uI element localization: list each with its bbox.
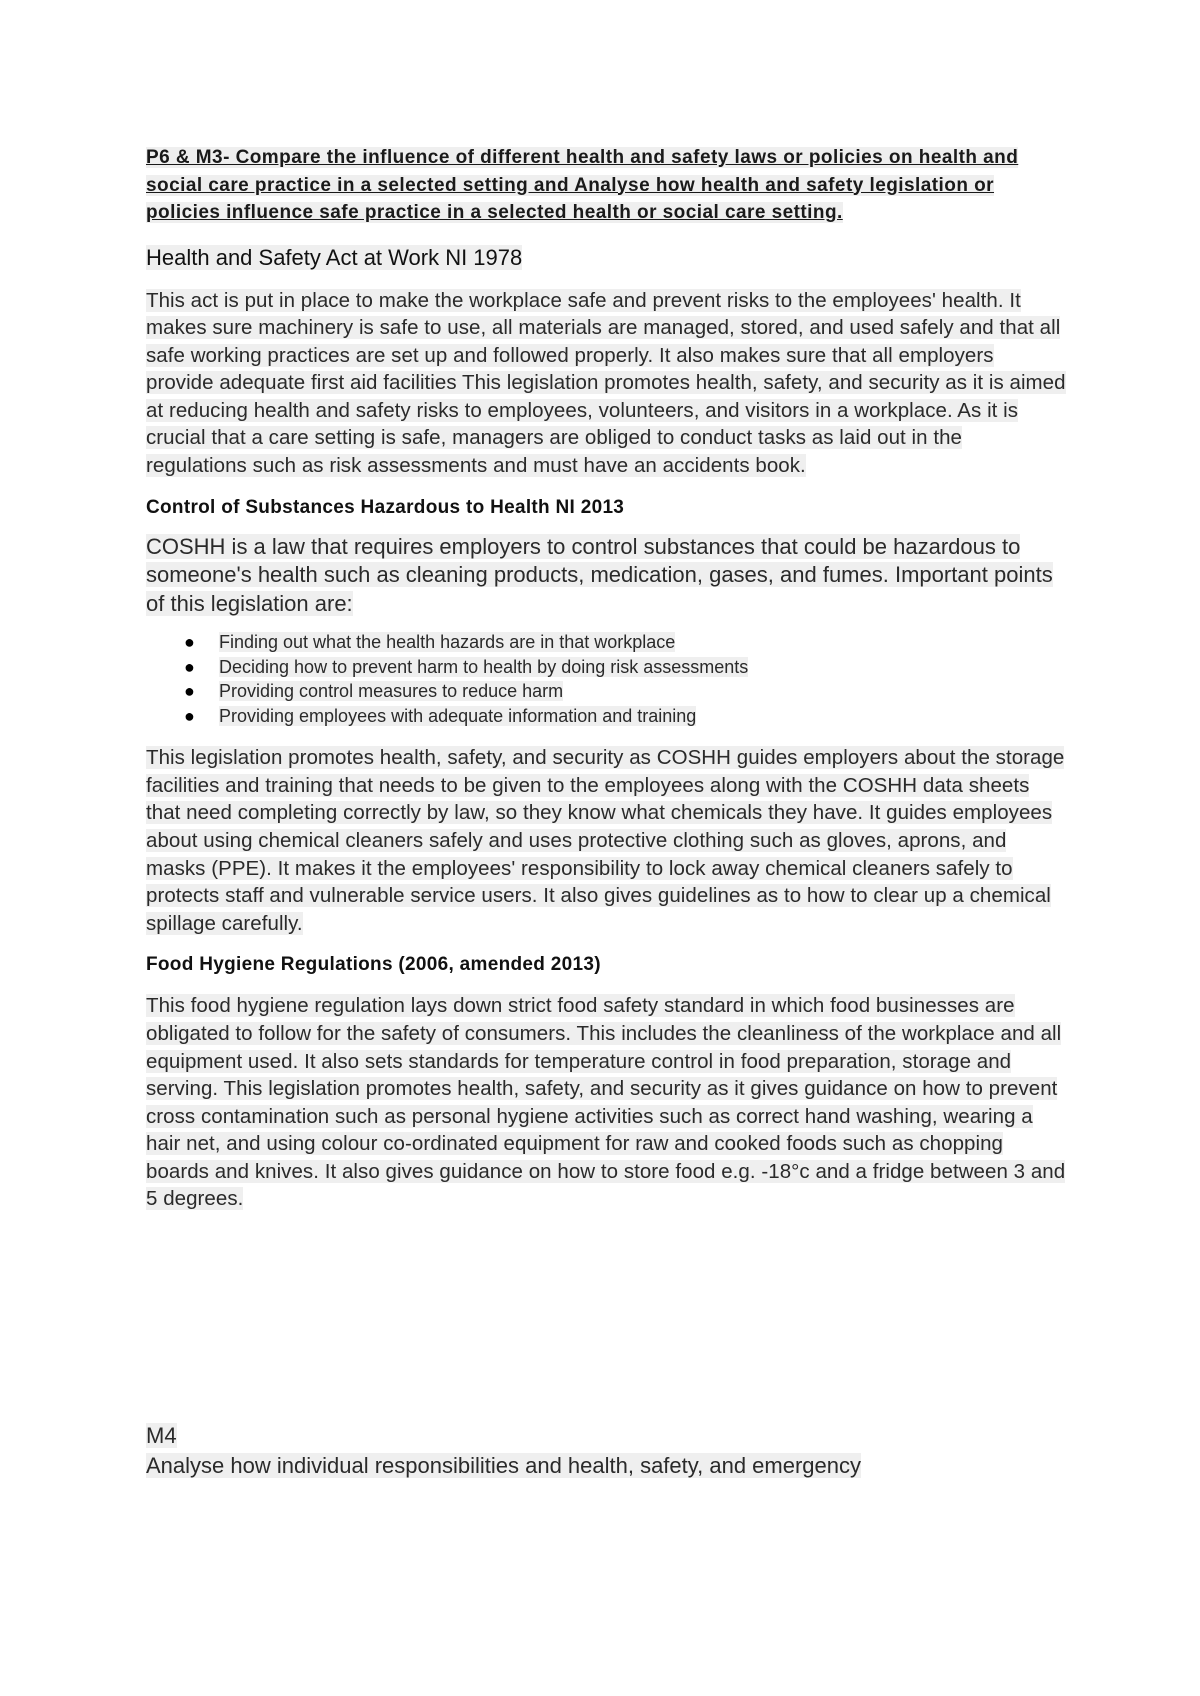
list-item: ● Providing employees with adequate information and training	[184, 705, 697, 726]
section-heading-coshh: Control of Substances Hazardous to Health NI 2013	[146, 496, 625, 518]
section-body-food-hygiene: This food hygiene regulation lays down strict food safety standard in which food businesses are obligated to follow for the safety of consumers. This includes the cleanliness of the workplace and all equipment used. It also sets standards for temperature control in food preparation, storage and serving. This legislation promotes health, safety, and security as it gives guidance on how to prevent cross contamination such as personal hygiene activities such as correct hand washing, wearing a hair net, and using colour co-ordinated equipment for raw and cooked foods such as chopping boards and knives. It also gives guidance on how to store food e.g. -18°c and a fridge between 3 and 5 degrees.	[146, 994, 1066, 1211]
m4-label: M4	[146, 1423, 177, 1449]
section-heading-food-hygiene: Food Hygiene Regulations (2006, amended 2013)	[146, 954, 601, 976]
m4-text: Analyse how individual responsibilities and health, safety, and emergency	[146, 1453, 862, 1479]
list-item: ● Finding out what the health hazards are in that workplace	[184, 632, 676, 653]
section-heading-hswa: Health and Safety Act at Work NI 1978	[146, 244, 523, 270]
section-body-hswa: This act is put in place to make the workplace safe and prevent risks to the employees' health. It makes sure machinery is safe to use, all materials are managed, stored, and used safely and that all safe working practices are set up and followed properly. It also makes sure that all employers provide adequate first aid facilities This legislation promotes health, safety, and security as it is aimed at reducing health and safety risks to employees, volunteers, and visitors in a workplace. As it is crucial that a care setting is safe, managers are obliged to conduct tasks as laid out in the regulations such as risk assessments and must have an accidents book.	[146, 288, 1066, 478]
bullet-icon: ●	[184, 681, 195, 702]
section-intro-coshh: COSHH is a law that requires employers to control substances that could be hazardous to someone's health such as cleaning products, medication, gases, and fumes. Important points of this legislation are:	[146, 533, 1053, 616]
section-body-coshh: This legislation promotes health, safety, and security as COSHH guides employers about the storage facilities and training that needs to be given to the employees along with the COSHH data sheets that need completing correctly by law, so they know what chemicals they have. It guides employees about using chemical cleaners safely and uses protective clothing such as gloves, aprons, and masks (PPE). It makes it the employees' responsibility to lock away chemical cleaners safely to protects staff and vulnerable service users. It also gives guidelines as to how to clear up a chemical spillage carefully.	[146, 746, 1065, 935]
assignment-title	[146, 144, 1066, 227]
bullet-icon: ●	[184, 656, 195, 677]
list-item: ● Deciding how to prevent harm to health by doing risk assessments	[184, 656, 749, 677]
bullet-icon: ●	[184, 705, 195, 726]
document-page	[146, 144, 1066, 1481]
assignment-title-text: P6 & M3- Compare the influence of different health and safety laws or policies on health and social care practice in a selected setting and Analyse how health and safety legislation or policies influence safe practice in a selected health or social care setting.	[146, 147, 1019, 223]
coshh-bullet-list	[146, 630, 1066, 728]
list-item: ● Providing control measures to reduce harm	[184, 681, 564, 702]
bullet-icon: ●	[184, 632, 195, 653]
